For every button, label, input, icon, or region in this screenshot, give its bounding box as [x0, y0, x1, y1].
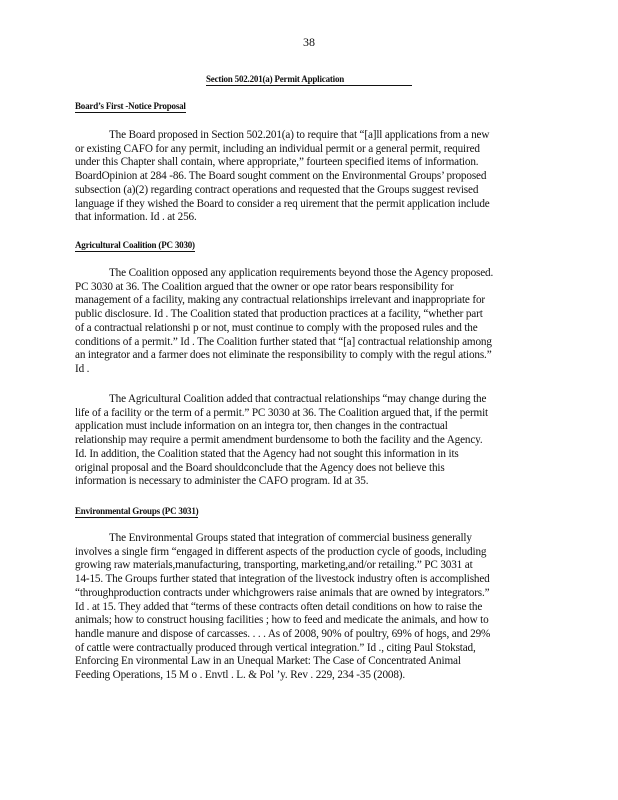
text-line: The Coalition opposed any application requirements beyond those the Agency proposed.	[109, 267, 494, 279]
text-line: The Agricultural Coalition added that contractual relationships “may change during the	[109, 393, 487, 405]
text-line: application must include information on an integra tor, then changes in the contractual	[75, 420, 448, 433]
subheading-environmental-groups: Environmental Groups (PC 3031)	[75, 506, 199, 516]
text-line: BoardOpinion at 284 -86. The Board sought comment on the Environmental Groups’ proposed	[75, 170, 487, 183]
text-line: involves a single firm “engaged in different aspects of the production cycle of goods, including	[75, 545, 487, 558]
text-line: relationship may require a permit amendment burdensome to both the facility and the Agency.	[75, 434, 483, 447]
text-line: The Environmental Groups stated that integration of commercial business generally	[109, 532, 472, 544]
text-line: of cattle were contractually produced through vertical integration.” Id ., citing Paul Stokstad,	[75, 641, 476, 654]
text-line: public disclosure. Id . The Coalition stated that production practices at a facility, “whether part	[75, 308, 483, 321]
paragraph-coalition-1	[75, 267, 541, 377]
paragraph-environmental-groups	[75, 532, 541, 683]
subheading-board-proposal: Board’s First -Notice Proposal	[75, 101, 186, 111]
text-line: of a contractual relationshi p or not, must continue to comply with the proposed rules and the	[75, 321, 478, 334]
text-line: Feeding Operations, 15 M o . Envtl . L. & Pol ’y. Rev . 229, 234 -35 (2008).	[75, 669, 405, 682]
text-line: Id .	[75, 362, 90, 375]
text-line: Enforcing En vironmental Law in an Unequal Market: The Case of Concentrated Animal	[75, 655, 461, 668]
text-line: growing raw materials,manufacturing, transporting, marketing,and/or retailing.” PC 3031 at	[75, 559, 473, 572]
page-number: 38	[303, 35, 315, 49]
text-line: “throughproduction contracts under whichgrowers raise animals that are owned by integrators.”	[75, 586, 490, 599]
text-line: 14-15. The Groups further stated that integration of the livestock industry often is accomplished	[75, 573, 490, 586]
subheading-agricultural-coalition: Agricultural Coalition (PC 3030)	[75, 240, 195, 250]
text-line: language if they wished the Board to consider a req uirement that the permit application include	[75, 197, 490, 210]
text-line: animals; how to construct housing facilities ; how to feed and medicate the animals, and how to	[75, 614, 489, 627]
text-line: or existing CAFO for any permit, including an individual permit or a general permit, required	[75, 142, 480, 155]
text-line: conditions of a permit.” Id . The Coalition further stated that “[a] contractual relationship among	[75, 335, 492, 348]
text-line: PC 3030 at 36. The Coalition argued that the owner or ope rator bears responsibility for	[75, 280, 454, 293]
text-line: an integrator and a farmer does not eliminate the responsibility to comply with the regul ations.”	[75, 349, 492, 362]
text-line: Id . at 15. They added that “terms of these contracts often detail conditions on how to raise the	[75, 600, 483, 613]
text-line: original proposal and the Board shouldconclude that the Agency does not believe this	[75, 461, 445, 474]
text-line: under this Chapter shall contain, where appropriate,” fourteen specified items of information.	[75, 156, 479, 169]
paragraph-coalition-2	[75, 393, 541, 489]
text-line: handle manure and dispose of carcasses. . . . As of 2008, 90% of poultry, 69% of hogs, and 29%	[75, 627, 491, 640]
text-line: life of a facility or the term of a permit.” PC 3030 at 36. The Coalition argued that, if the permit	[75, 406, 489, 419]
text-line: The Board proposed in Section 502.201(a) to require that “[a]ll applications from a new	[109, 129, 490, 141]
text-line: Id. In addition, the Coalition stated that the Agency had not sought this information in its	[75, 447, 459, 460]
paragraph-board-proposal	[75, 129, 541, 225]
text-line: that information. Id . at 256.	[75, 211, 197, 224]
section-heading: Section 502.201(a) Permit Application	[206, 74, 412, 86]
text-line: management of a facility, making any contractual relationships irrelevant and inappropriate for	[75, 294, 485, 307]
text-line: subsection (a)(2) regarding contract operations and requested that the Groups suggest revised	[75, 183, 479, 196]
text-line: information is necessary to administer the CAFO program. Id at 35.	[75, 475, 369, 488]
